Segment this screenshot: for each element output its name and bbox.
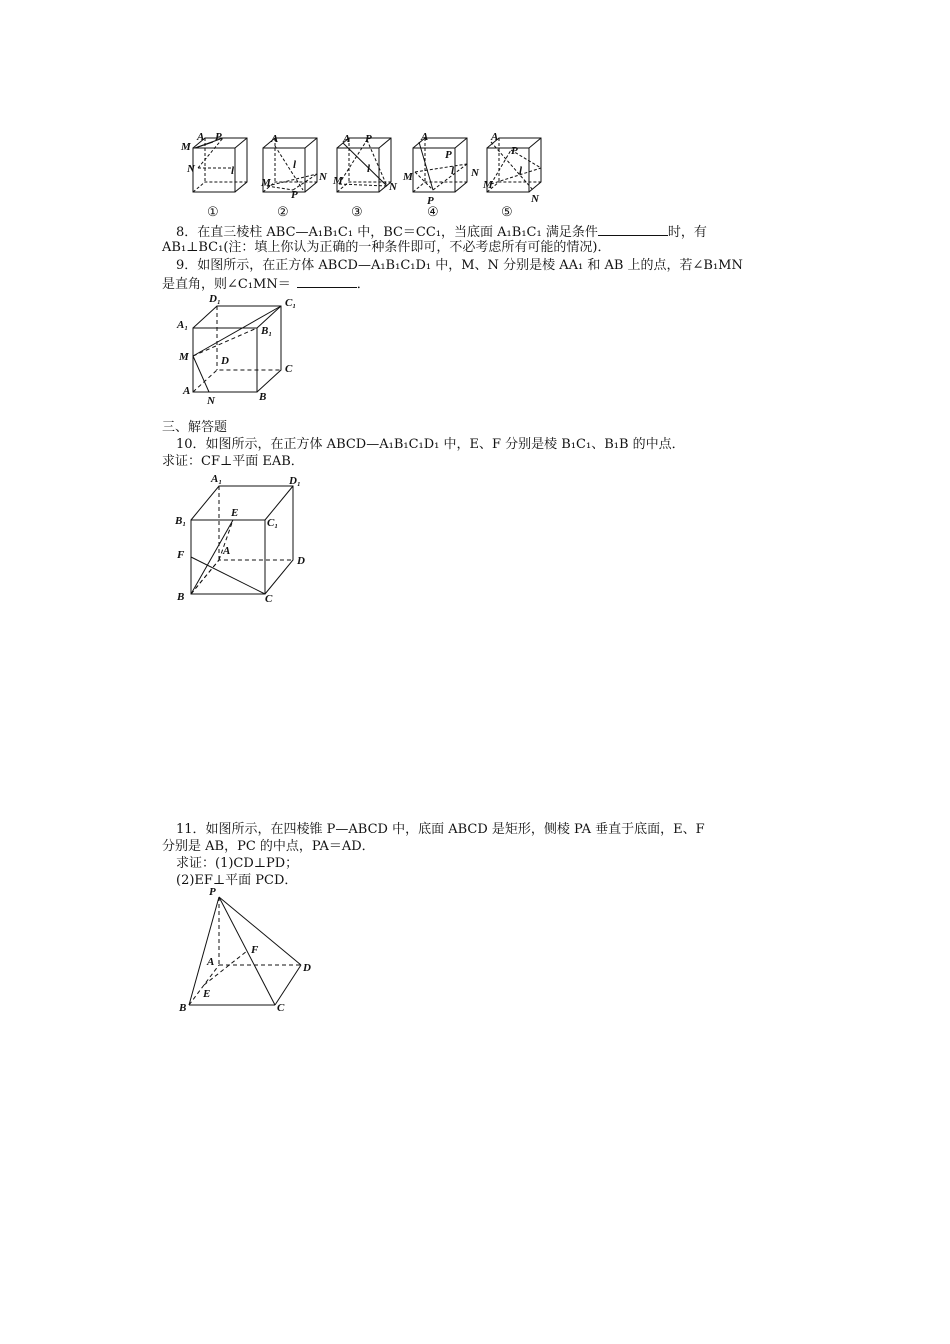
svg-text:A: A (343, 133, 351, 145)
svg-text:A₁: A₁ (211, 473, 223, 485)
svg-text:①: ① (207, 204, 219, 219)
q11-line3: 求证：(1)CD⊥PD； (176, 856, 299, 871)
svg-text:A₁: A₁ (177, 319, 189, 331)
q11-pyramid-figure (175, 883, 325, 1018)
svg-text:B: B (259, 391, 267, 403)
svg-text:P: P (427, 195, 434, 207)
svg-text:l: l (451, 165, 455, 177)
cube-figure-1 (193, 138, 247, 192)
svg-text:④: ④ (427, 204, 439, 219)
svg-text:M: M (261, 177, 271, 189)
q9-cube-figure (175, 290, 305, 410)
svg-text:A: A (183, 385, 191, 397)
svg-text:F: F (177, 549, 185, 561)
svg-text:A: A (223, 545, 231, 557)
svg-text:P: P (445, 149, 452, 161)
q9-line1: 9．如图所示，在正方体 ABCD—A₁B₁C₁D₁ 中，M、N 分别是棱 AA₁ 和 AB 上的点，若∠B₁MN (176, 258, 743, 273)
q11-line2: 分别是 AB，PC 的中点，PA＝AD． (162, 839, 375, 854)
svg-text:C₁: C₁ (267, 517, 279, 529)
cube-figure-2 (263, 138, 317, 192)
svg-text:A: A (207, 956, 215, 968)
svg-text:C: C (277, 1002, 285, 1014)
q9-line2: 是直角，则∠C₁MN＝ ． (162, 277, 370, 292)
svg-text:N: N (471, 167, 479, 179)
svg-text:M: M (403, 171, 413, 183)
svg-text:M: M (181, 141, 191, 153)
q8-answer-blank[interactable] (598, 223, 668, 236)
svg-text:C₁: C₁ (285, 297, 297, 309)
svg-text:N: N (207, 395, 215, 407)
q8-line2: AB₁⊥BC₁(注：填上你认为正确的一种条件即可，不必考虑所有可能的情况)． (162, 240, 611, 255)
q10-cube-figure (175, 468, 315, 603)
svg-text:P: P (215, 131, 222, 143)
svg-text:M: M (483, 179, 493, 191)
svg-text:D: D (297, 555, 305, 567)
svg-text:A: A (197, 131, 205, 143)
svg-text:M: M (179, 351, 189, 363)
svg-text:C: C (285, 363, 293, 375)
svg-text:B: B (179, 1002, 187, 1014)
svg-text:E: E (231, 507, 239, 519)
svg-text:P: P (209, 886, 216, 898)
svg-text:A: A (491, 131, 499, 143)
svg-text:N: N (389, 181, 397, 193)
svg-text:A: A (271, 133, 279, 145)
svg-text:③: ③ (351, 204, 363, 219)
svg-text:D₁: D₁ (289, 475, 301, 487)
svg-text:②: ② (277, 204, 289, 219)
q10-line2: 求证：CF⊥平面 EAB． (162, 454, 304, 469)
svg-text:D: D (303, 962, 311, 974)
svg-text:N: N (187, 163, 195, 175)
svg-text:l: l (367, 163, 371, 175)
cube-figure-labels (180, 131, 540, 207)
svg-text:P: P (511, 145, 518, 157)
svg-text:P: P (291, 189, 298, 201)
q9-answer-blank[interactable] (297, 275, 357, 288)
cube-figures-row (175, 128, 555, 220)
svg-text:l: l (519, 165, 523, 177)
svg-text:C: C (265, 593, 273, 603)
svg-text:N: N (319, 171, 327, 183)
q11-line1: 11．如图所示，在四棱锥 P—ABCD 中，底面 ABCD 是矩形，侧棱 PA 垂直于底面，E、F (176, 822, 705, 837)
cube-figure-numbers (207, 204, 513, 219)
svg-text:⑤: ⑤ (501, 204, 513, 219)
svg-text:B₁: B₁ (261, 325, 273, 337)
svg-text:M: M (333, 175, 343, 187)
svg-text:P: P (365, 133, 372, 145)
svg-text:B₁: B₁ (175, 515, 187, 527)
q11-line4: (2)EF⊥平面 PCD． (176, 873, 298, 888)
q10-line1: 10．如图所示，在正方体 ABCD—A₁B₁C₁D₁ 中，E、F 分别是棱 B₁C₁、B₁B 的中点． (176, 437, 685, 452)
svg-text:l: l (293, 159, 297, 171)
cube-figure-4 (413, 138, 467, 192)
svg-text:B: B (177, 591, 185, 603)
svg-text:E: E (203, 988, 211, 1000)
svg-text:l: l (231, 165, 235, 177)
cube-figure-3 (337, 138, 391, 192)
svg-text:D: D (221, 355, 229, 367)
svg-text:A: A (421, 131, 429, 143)
q8-line1: 8．在直三棱柱 ABC—A₁B₁C₁ 中，BC＝CC₁，当底面 A₁B₁C₁ 满足条件 时，有 (176, 225, 707, 240)
svg-text:N: N (531, 193, 539, 205)
svg-text:F: F (251, 944, 259, 956)
svg-text:D₁: D₁ (209, 293, 221, 305)
section-3-title: 三、解答题 (162, 420, 228, 435)
